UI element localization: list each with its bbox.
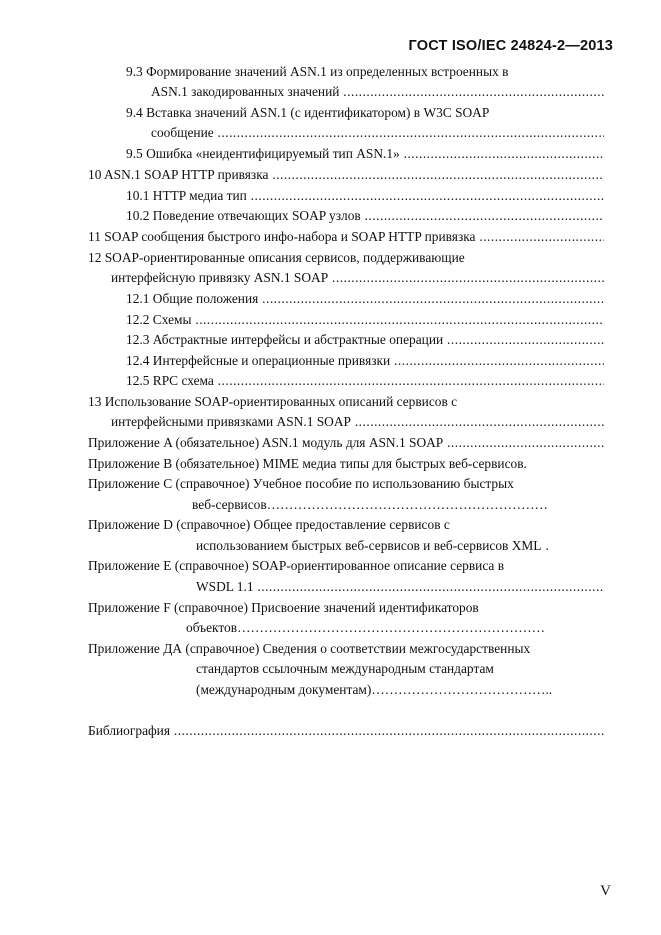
toc-appendix-da-line3: (международным документам)…………………………………..	[196, 682, 553, 697]
document-header: ГОСТ ISO/IEC 24824-2—2013	[408, 38, 613, 54]
toc-13-line1: 13 Использование SOAP-ориентированных описаний сервисов с	[88, 394, 458, 409]
toc-appendix-da-line2: стандартов ссылочным международным стандартам	[196, 661, 494, 676]
toc-12-line1: 12 SOAP-ориентированные описания сервисов, поддерживающие	[88, 250, 465, 265]
toc-12-5: 12.5 RPC схема .....	[126, 371, 604, 391]
toc-appendix-c-line1: Приложение C (справочное) Учебное пособие по использованию быстрых	[88, 476, 514, 491]
toc-appendix-e-line1: Приложение E (справочное) SOAP-ориентированное описание сервиса в	[88, 558, 505, 573]
toc-appendix-d-text: использованием быстрых веб-сервисов и веб-сервисов XML	[196, 538, 542, 553]
page-number: V	[600, 883, 611, 899]
toc-bibliography: Библиография .....	[88, 721, 604, 741]
toc-12-3: 12.3 Абстрактные интерфейсы и абстрактные операции .....	[126, 330, 604, 350]
toc-appendix-a: Приложение A (обязательное) ASN.1 модуль для ASN.1 SOAP .....	[88, 433, 604, 453]
toc-appendix-b-text: Приложение B (обязательное) MIME медиа типы для быстрых веб-сервисов	[88, 456, 524, 471]
toc-appendix-f-line2: объектов……………………………………………………………	[186, 620, 546, 635]
toc-12-1: 12.1 Общие положения .....	[126, 289, 604, 309]
toc-appendix-d-mark: .	[545, 538, 549, 553]
toc-12-4: 12.4 Интерфейсные и операционные привязки .....	[126, 351, 604, 371]
toc-11: 11 SOAP сообщения быстрого инфо-набора и SOAP HTTP привязка .....	[88, 227, 604, 247]
toc-10: 10 ASN.1 SOAP HTTP привязка .....	[88, 165, 604, 185]
toc-appendix-c-line2: веб-сервисов………………………………………………………	[192, 497, 548, 512]
toc-appendix-d-line2	[196, 536, 604, 556]
toc-9-3-line2: ASN.1 закодированных значений .....	[151, 82, 604, 102]
toc-9-4-line1: 9.4 Вставка значений ASN.1 (с идентификатором) в W3C SOAP	[126, 105, 490, 120]
toc-10-2: 10.2 Поведение отвечающих SOAP узлов .....	[126, 206, 604, 226]
toc-9-3-line1: 9.3 Формирование значений ASN.1 из определенных встроенных в	[126, 64, 509, 79]
toc-appendix-d-line1: Приложение D (справочное) Общее предоставление сервисов с	[88, 517, 450, 532]
toc-appendix-f-line1: Приложение F (справочное) Присвоение значений идентификаторов	[88, 600, 479, 615]
toc-appendix-da-line1: Приложение ДА (справочное) Сведения о соответствии межгосударственных	[88, 641, 531, 656]
toc-12-line2: интерфейсную привязку ASN.1 SOAP .....	[111, 268, 604, 288]
toc-13-line2: интерфейсными привязками ASN.1 SOAP .....	[111, 412, 604, 432]
toc-12-2: 12.2 Схемы .....	[126, 310, 604, 330]
toc-appendix-b	[88, 454, 604, 474]
toc-appendix-e-line2: WSDL 1.1 .....	[196, 577, 604, 597]
toc-9-4-line2: сообщение .....	[151, 123, 604, 143]
toc-10-1: 10.1 HTTP медиа тип .....	[126, 186, 604, 206]
toc-9-5: 9.5 Ошибка «неидентифицируемый тип ASN.1» .....	[126, 144, 604, 164]
toc-appendix-b-mark: .	[523, 456, 527, 471]
